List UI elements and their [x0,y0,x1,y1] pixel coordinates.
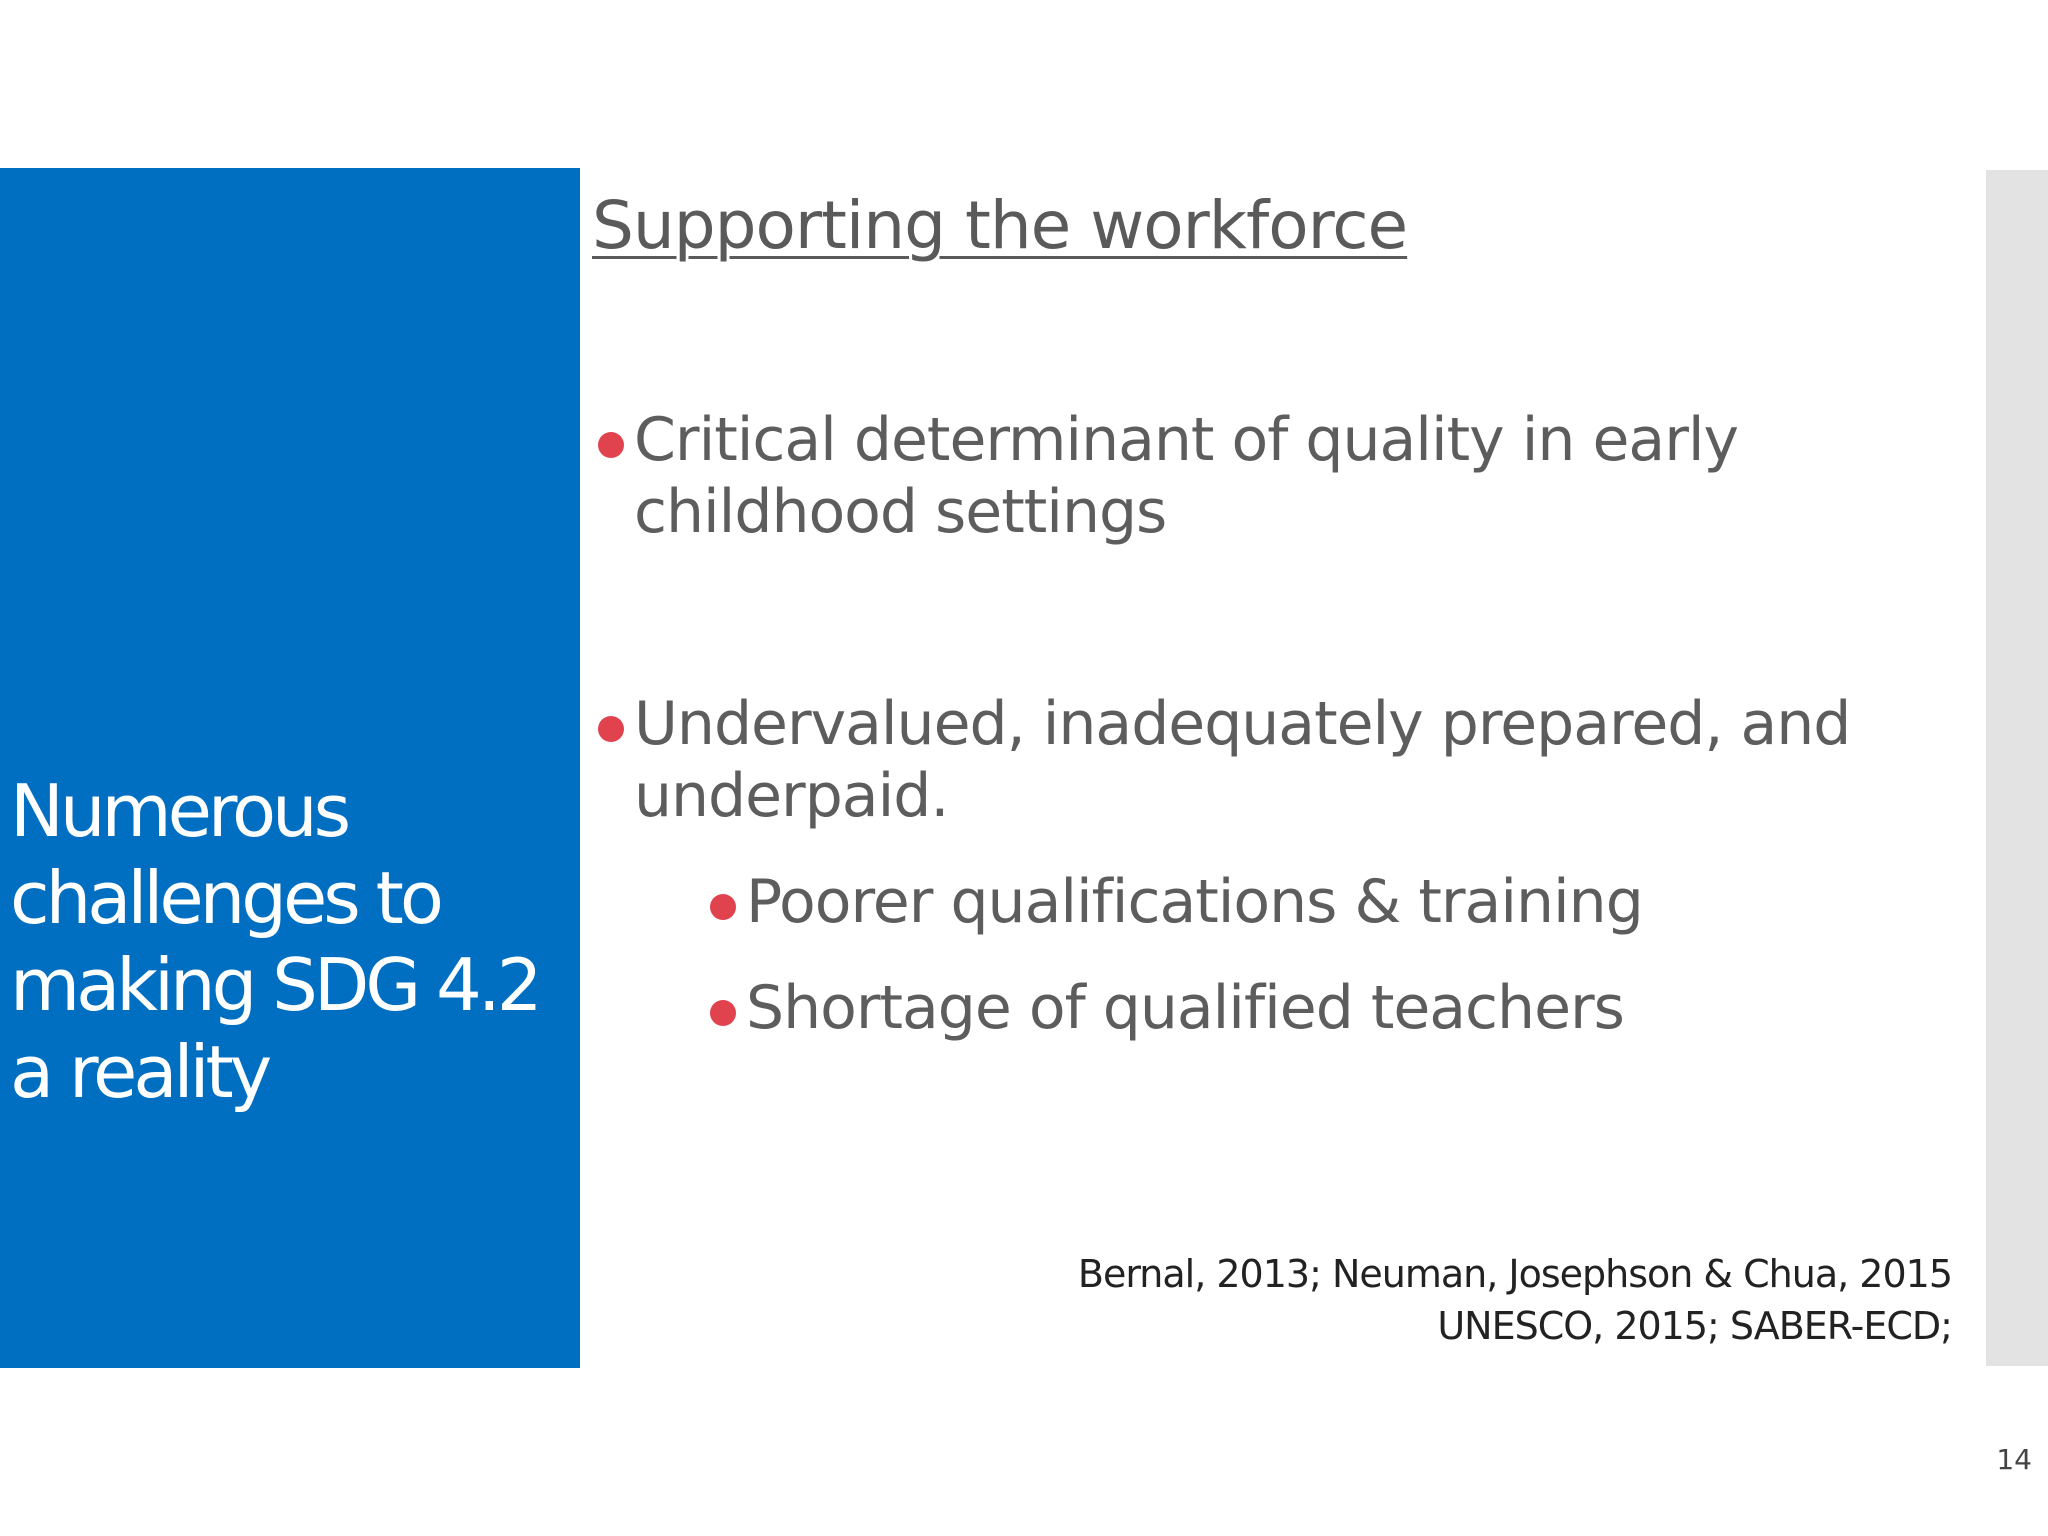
bullet-text: Undervalued, inadequately prepared, and underpaid. [634,689,1851,831]
slide-side-title: Numerous challenges to making SDG 4.2 a reality [10,769,539,1114]
right-edge-strip [1986,170,2048,1366]
bullet-text: Critical determinant of quality in early childhood settings [634,405,1739,547]
bullet-dot-icon [598,432,624,458]
page-number: 14 [1996,1443,2032,1476]
sub-bullet-text: Shortage of qualified teachers [746,973,1624,1043]
bullet-dot-icon [710,894,736,920]
section-heading: Supporting the workforce [592,187,1408,264]
bullet-dot-icon [598,716,624,742]
citation-line: UNESCO, 2015; SABER-ECD; [1437,1304,1952,1348]
bullet-dot-icon [710,1000,736,1026]
sub-bullet-item [746,866,1946,938]
bullet-item [634,688,1934,832]
sub-bullet-item [746,972,1946,1044]
sub-bullet-text: Poorer qualifications & training [746,867,1643,937]
title-panel [0,168,580,1368]
bullet-item [634,404,1934,548]
citation-line: Bernal, 2013; Neuman, Josephson & Chua, 2015 [1077,1252,1952,1296]
